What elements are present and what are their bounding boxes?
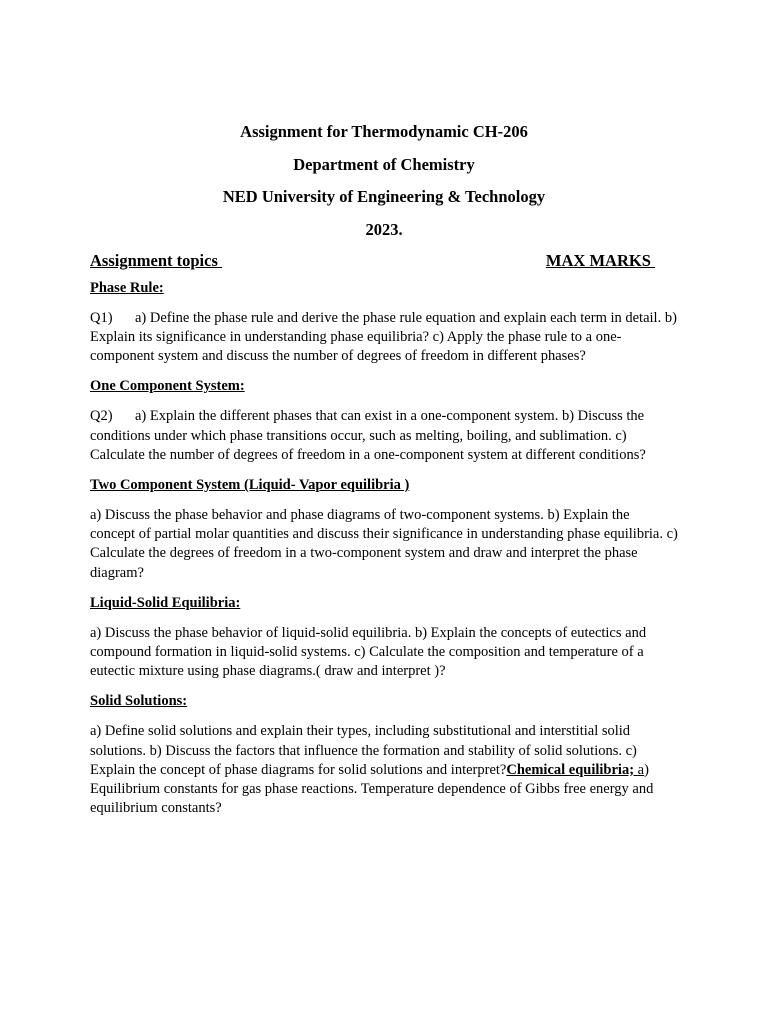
question-q2 [90, 407, 678, 465]
topics-header-row [90, 251, 655, 271]
solid-solutions-text: a) Define solid solutions and explain their types, including substitutional and interstitial solid solutions. b) Discuss the factors that influence the formation and stability of solid solutions. c) Explain the concept of phase diagrams for solid solutions and interpret? [90, 723, 637, 778]
question-two-component: a) Discuss the phase behavior and phase diagrams of two-component systems. b) Explain the concept of partial molar quantities and discuss their significance in understanding phase equilibria. c) Calculate the degrees of freedom in a two-component system and draw and interpret the phase diagram? [90, 507, 678, 581]
section-heading-one-component: One Component System: [90, 378, 245, 395]
question-solid-solutions [90, 722, 678, 818]
max-marks-label: MAX MARKS [545, 250, 651, 270]
department-name: Department of Chemistry [293, 154, 475, 174]
question-q1 [90, 309, 678, 367]
topics-underline-spacer [218, 251, 546, 271]
question-text-q2: a) Explain the different phases that can exist in a one-component system. b) Discuss the conditions under which phase transitions occur, such as melting, boiling, and sublimation. c) Calculate the number of degrees of freedom in a one-component system at different conditions? [90, 408, 646, 463]
university-name: NED University of Engineering & Technology [222, 187, 546, 207]
chemical-equilibria-text: ) Equilibrium constants for gas phase reactions. Temperature dependence of Gibbs free energy and equilibrium constants? [90, 761, 654, 817]
question-text-q1: a) Define the phase rule and derive the phase rule equation and explain each term in detail. b) Explain its significance in understanding phase equilibria? c) Apply the phase rule to a one-component system and discuss the number of degrees of freedom in different phases? [90, 309, 677, 365]
document-page [90, 122, 678, 829]
section-heading-phase-rule: Phase Rule: [90, 279, 164, 296]
section-heading-two-component: Two Component System (Liquid- Vapor equilibria ) [90, 477, 410, 493]
year: 2023. [365, 219, 403, 239]
inline-heading-chemical-equilibria: Chemical equilibria; [506, 761, 635, 778]
question-liquid-solid: a) Discuss the phase behavior of liquid-solid equilibria. b) Explain the concepts of eutectics and compound formation in liquid-solid systems. c) Calculate the composition and temperature of a eutectic mixture using phase diagrams.( draw and interpret )? [90, 624, 647, 680]
assignment-topics-label: Assignment topics [90, 250, 218, 270]
max-marks-trailing-space [651, 251, 655, 271]
assignment-title: Assignment for Thermodynamic CH-206 [240, 122, 528, 141]
section-heading-liquid-solid: Liquid-Solid Equilibria: [90, 594, 241, 611]
inline-underlined-char: a [637, 761, 645, 778]
question-number-q2: Q2) [90, 408, 113, 425]
question-number-q1: Q1) [90, 309, 113, 326]
section-heading-solid-solutions: Solid Solutions: [90, 693, 188, 710]
inline-underlined-letter [634, 762, 644, 778]
